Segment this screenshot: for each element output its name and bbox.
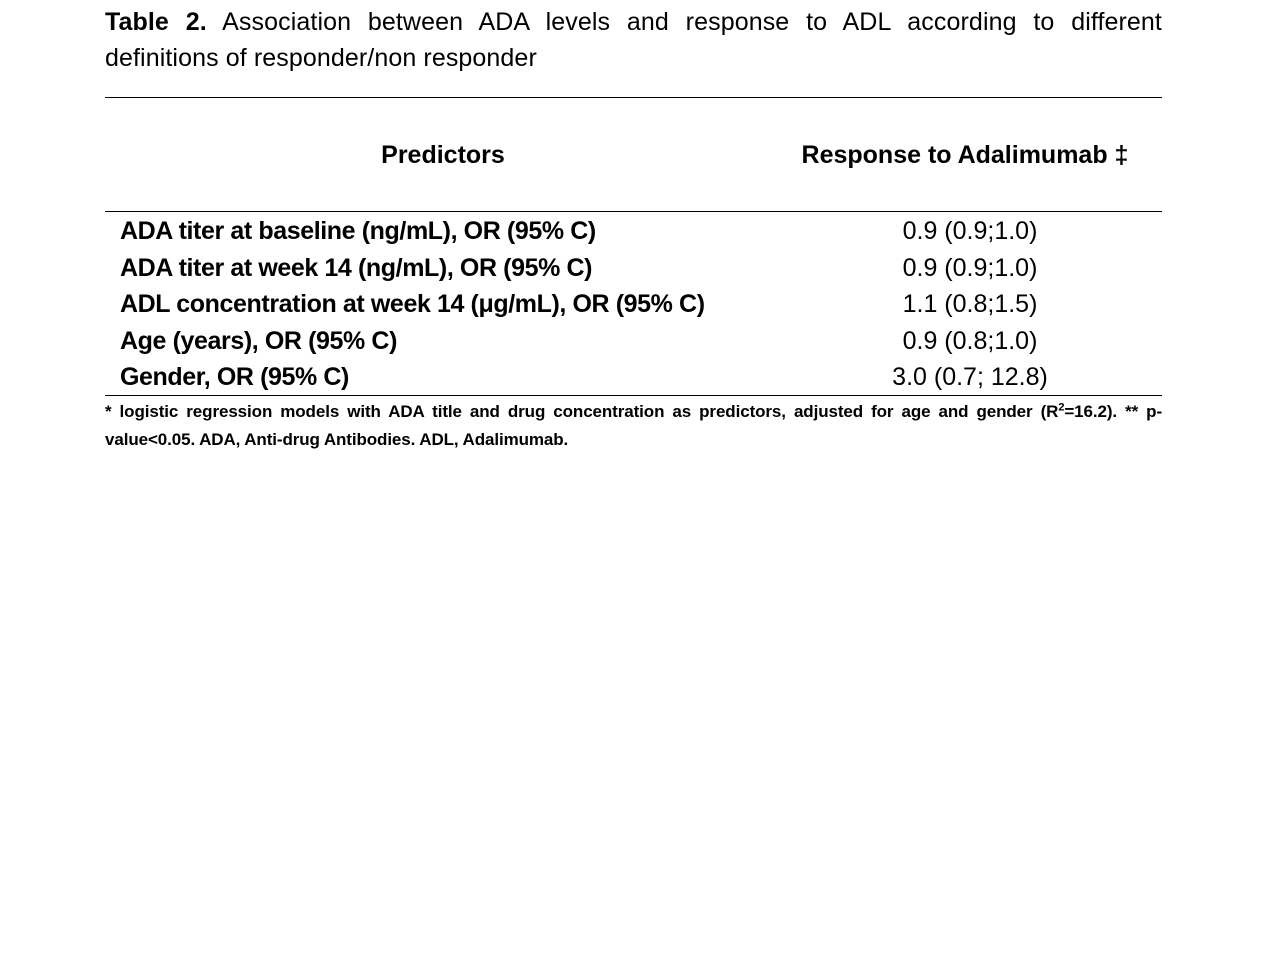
header-response: Response to Adalimumab ‡	[801, 141, 1129, 169]
table-caption-label: Table 2.	[105, 8, 207, 36]
table-caption-text: Association between ADA levels and response to ADL according to different definitions of responder/non responder	[105, 8, 1162, 72]
header-predictors: Predictors	[381, 141, 505, 169]
response-cell: 0.9 (0.9;1.0)	[902, 253, 1038, 282]
table-caption	[105, 4, 1162, 76]
table-row	[105, 323, 1162, 360]
predictor-cell: Age (years), OR (95% C)	[120, 326, 397, 355]
table-bottom-rule	[105, 395, 1162, 396]
table-row	[105, 213, 1162, 250]
predictor-cell: ADA titer at week 14 (ng/mL), OR (95% C)	[120, 253, 593, 282]
predictor-cell: Gender, OR (95% C)	[120, 363, 349, 391]
table-top-rule	[105, 97, 1162, 98]
table-body	[105, 213, 1162, 396]
response-cell: 0.9 (0.8;1.0)	[902, 326, 1038, 355]
predictor-cell: ADA titer at baseline (ng/mL), OR (95% C)	[120, 217, 596, 245]
footnote-text-1: * logistic regression models with ADA title and drug concentration as predictors, adjusted for age and gender (R	[105, 402, 1059, 421]
table-row	[105, 250, 1162, 287]
table-row	[105, 359, 1162, 396]
footnote-text-2: =16.2). ** p-value<0.05. ADA, Anti-drug Antibodies. ADL, Adalimumab.	[105, 402, 1163, 449]
table-footnote	[105, 398, 1162, 454]
response-cell: 0.9 (0.9;1.0)	[902, 217, 1038, 245]
footnote-superscript: 2	[1058, 401, 1065, 414]
response-cell: 1.1 (0.8;1.5)	[902, 290, 1038, 318]
table-header-rule	[105, 211, 1162, 212]
predictor-cell: ADL concentration at week 14 (μg/mL), OR (95% C)	[120, 290, 705, 318]
table-row	[105, 286, 1162, 323]
response-cell: 3.0 (0.7; 12.8)	[892, 363, 1048, 391]
